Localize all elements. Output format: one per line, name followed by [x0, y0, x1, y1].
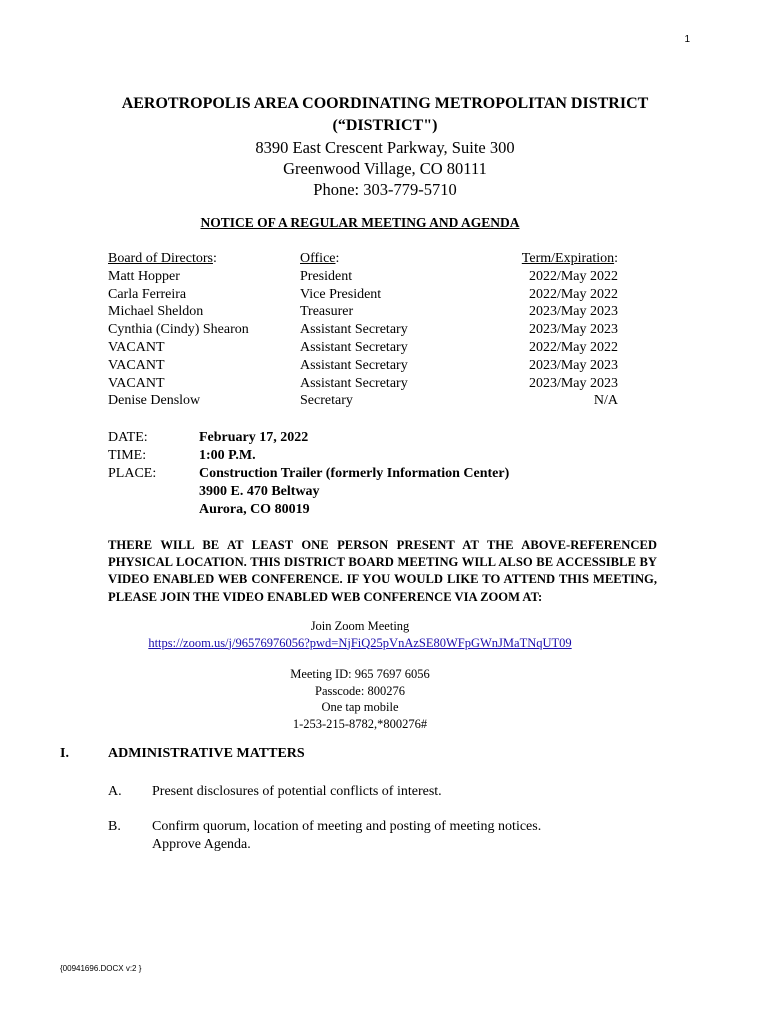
board-of-directors-table: [0, 251, 770, 411]
page-number: 1: [684, 34, 690, 45]
meeting-place-line-2: 3900 E. 470 Beltway: [199, 484, 320, 499]
time-label: TIME:: [108, 448, 147, 463]
agenda-item-letter: B.: [108, 819, 121, 834]
district-short-name: (“DISTRICT"): [332, 117, 438, 134]
member-name: Denise Denslow: [108, 393, 201, 409]
member-office: President: [300, 268, 353, 284]
document-header: [60, 93, 710, 200]
meeting-date-row: [0, 430, 770, 448]
meeting-place-row-2: [0, 484, 770, 502]
member-name: Michael Sheldon: [108, 304, 204, 320]
meeting-details: [0, 430, 770, 520]
meeting-time: 1:00 P.M.: [199, 448, 256, 463]
address-line-2: Greenwood Village, CO 80111: [283, 159, 487, 178]
board-member-row: [0, 304, 770, 322]
member-term: 2023/May 2023: [528, 304, 618, 320]
board-header-row: [0, 251, 770, 269]
zoom-meeting-id: Meeting ID: 965 7697 6056: [290, 667, 430, 681]
zoom-one-tap-label: One tap mobile: [321, 700, 399, 714]
agenda-item-line: Confirm quorum, location of meeting and posting of meeting notices.: [152, 819, 542, 834]
meeting-place-row: [0, 466, 770, 484]
zoom-passcode: Passcode: 800276: [315, 683, 405, 698]
member-name: Carla Ferreira: [108, 286, 187, 302]
agenda-item-text: [152, 818, 602, 854]
member-office: Assistant Secretary: [300, 339, 408, 355]
member-name: VACANT: [108, 357, 165, 373]
district-name: AEROTROPOLIS AREA COORDINATING METROPOLITAN DISTRICT: [121, 95, 649, 112]
board-header-name: Board of Directors:: [108, 251, 217, 266]
agenda-item-line: Present disclosures of potential conflicts of interest.: [152, 784, 442, 799]
zoom-join-label: Join Zoom Meeting: [310, 619, 410, 633]
board-member-row: [0, 393, 770, 411]
meeting-date: February 17, 2022: [199, 430, 309, 445]
member-term: 2023/May 2023: [528, 357, 618, 373]
board-header-office: Office:: [300, 251, 340, 266]
board-member-row: [0, 322, 770, 340]
notice-paragraph: THERE WILL BE AT LEAST ONE PERSON PRESENT AT THE ABOVE-REFERENCED PHYSICAL LOCATION. THIS DISTRICT BOARD MEETING WILL ALSO BE ACCESSIBLE BY VIDEO ENABLED WEB CONFERENCE. IF YOU WOULD LIKE TO ATTEND THIS MEETING, PLEASE JOIN THE VIDEO ENABLED WEB CONFERENCE VIA ZOOM AT:: [108, 538, 657, 604]
zoom-info: [60, 618, 660, 732]
member-term: 2022/May 2022: [528, 339, 618, 355]
member-name: VACANT: [108, 339, 165, 355]
zoom-one-tap-number: 1-253-215-8782,*800276#: [292, 716, 428, 731]
member-office: Assistant Secretary: [300, 375, 408, 391]
member-office: Assistant Secretary: [300, 357, 408, 373]
board-member-row: [0, 358, 770, 376]
meeting-place-line-1: Construction Trailer (formerly Information Center): [199, 466, 510, 481]
zoom-link[interactable]: https://zoom.us/j/96576976056?pwd=NjFiQ25pVnAzSE80WFpGWnJMaTNqUT09: [148, 635, 572, 650]
member-term: 2022/May 2022: [528, 268, 618, 284]
agenda-item-line: Approve Agenda.: [152, 837, 251, 852]
meeting-place-row-3: [0, 502, 770, 520]
member-name: Cynthia (Cindy) Shearon: [108, 322, 249, 338]
section-number: I.: [60, 746, 69, 761]
agenda-item-letter: A.: [108, 784, 122, 799]
board-member-row: [0, 287, 770, 305]
member-term: 2023/May 2023: [528, 375, 618, 391]
board-member-row: [0, 269, 770, 287]
member-office: Treasurer: [300, 304, 354, 320]
document-footer: {00941696.DOCX v:2 }: [60, 964, 142, 973]
member-name: Matt Hopper: [108, 268, 180, 284]
member-office: Assistant Secretary: [300, 322, 408, 338]
meeting-time-row: [0, 448, 770, 466]
address-line-1: 8390 East Crescent Parkway, Suite 300: [255, 138, 515, 157]
notice-title: NOTICE OF A REGULAR MEETING AND AGENDA: [200, 215, 520, 230]
board-member-row: [0, 340, 770, 358]
meeting-place-line-3: Aurora, CO 80019: [199, 502, 310, 517]
section-title: ADMINISTRATIVE MATTERS: [108, 746, 305, 761]
member-office: Vice President: [300, 286, 382, 302]
place-label: PLACE:: [108, 466, 157, 481]
member-term: N/A: [593, 393, 618, 409]
board-member-row: [0, 376, 770, 394]
member-name: VACANT: [108, 375, 165, 391]
agenda-item-text: [152, 783, 602, 801]
member-term: 2023/May 2023: [528, 322, 618, 338]
member-office: Secretary: [300, 393, 353, 409]
phone-number: Phone: 303-779-5710: [313, 180, 457, 199]
date-label: DATE:: [108, 430, 148, 445]
board-header-term: Term/Expiration:: [521, 251, 618, 266]
member-term: 2022/May 2022: [528, 286, 618, 302]
